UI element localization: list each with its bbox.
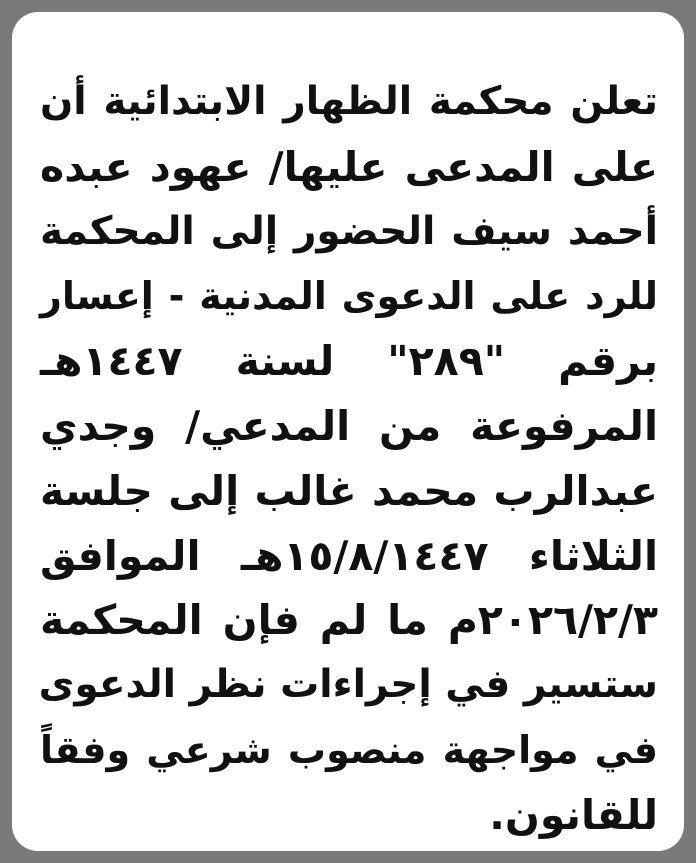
notice-line: أحمد سيف الحضور إلى المحكمة [40, 208, 658, 254]
notice-line: المرفوعة من المدعي/ وجدي [40, 401, 658, 450]
notice-line: تعلن محكمة الظهار الابتدائية أن [40, 79, 658, 124]
notice-frame [12, 12, 684, 851]
notice-line: عبدالرب محمد غالب إلى جلسة [40, 466, 658, 515]
court-notice-text [40, 70, 658, 848]
notice-line: على المدعى عليها/ عهود عبده [40, 142, 658, 191]
notice-line: في مواجهة منصوب شرعي وفقاً [40, 727, 658, 772]
notice-line: للرد على الدعوى المدنية - إعسار [40, 274, 658, 319]
notice-line: الثلاثاء ١٥/٨/١٤٤٧هـ الموافق [40, 531, 658, 580]
notice-line: ٢٠٢٦/٢/٣م ما لم فإن المحكمة [40, 596, 658, 645]
notice-line: للقانون. [489, 790, 658, 839]
notice-line: ستسير في إجراءات نظر الدعوى [38, 662, 658, 708]
notice-line: برقم "٢٨٩" لسنة ١٤٤٧هـ [40, 337, 658, 386]
